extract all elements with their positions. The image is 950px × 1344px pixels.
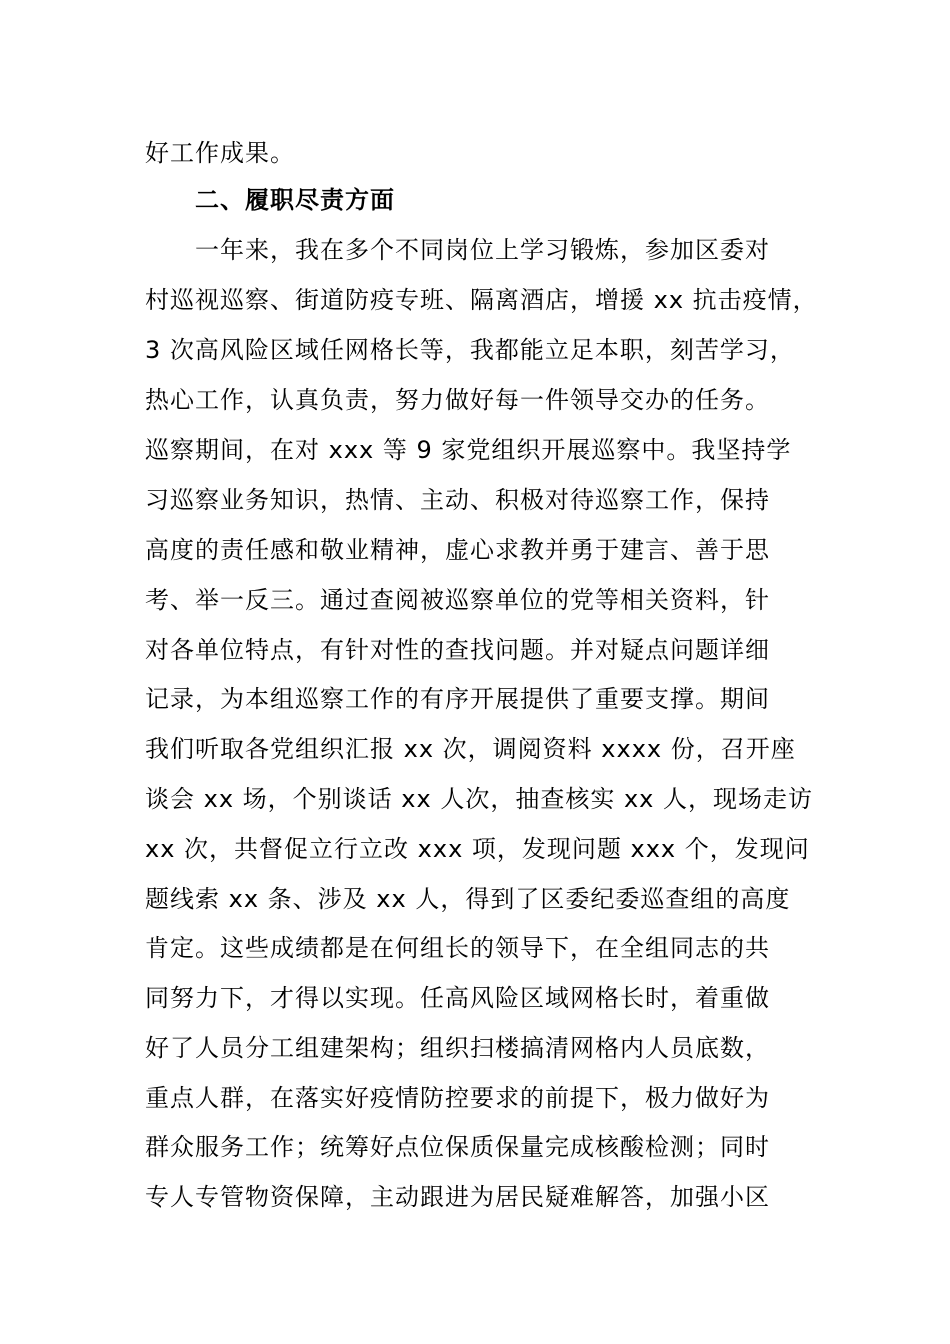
paragraph-line: 热心工作，认真负责，努力做好每一件领导交办的任务。 — [145, 386, 770, 414]
paragraph-line: 巡察期间，在对 xxx 等 9 家党组织开展巡察中。我坚持学 — [145, 436, 792, 464]
paragraph-line: 肯定。这些成绩都是在何组长的领导下，在全组同志的共 — [145, 934, 770, 962]
continuation-line: 好工作成果。 — [145, 139, 295, 167]
paragraph-line: 记录，为本组巡察工作的有序开展提供了重要支撑。期间 — [145, 685, 770, 713]
paragraph-line: 对各单位特点，有针对性的查找问题。并对疑点问题详细 — [145, 636, 770, 664]
paragraph-line: xx 次，共督促立行立改 xxx 项，发现问题 xxx 个，发现问 — [145, 835, 810, 863]
paragraph-line: 好了人员分工组建架构；组织扫楼搞清网格内人员底数， — [145, 1034, 770, 1062]
paragraph-line: 高度的责任感和敬业精神，虚心求教并勇于建言、善于思 — [145, 536, 770, 564]
paragraph-line: 题线索 xx 条、涉及 xx 人，得到了区委纪委巡查组的高度 — [145, 885, 791, 913]
paragraph-line: 考、举一反三。通过查阅被巡察单位的党等相关资料，针 — [145, 586, 770, 614]
paragraph-line: 一年来，我在多个不同岗位上学习锻炼，参加区委对 — [195, 236, 770, 264]
paragraph-line: 群众服务工作；统筹好点位保质保量完成核酸检测；同时 — [145, 1133, 770, 1161]
paragraph-line: 同努力下，才得以实现。任高风险区域网格长时，着重做 — [145, 984, 770, 1012]
section-heading: 二、履职尽责方面 — [195, 186, 395, 214]
paragraph-line: 谈会 xx 场，个别谈话 xx 人次，抽查核实 xx 人，现场走访 — [145, 785, 813, 813]
paragraph-line: 重点人群，在落实好疫情防控要求的前提下，极力做好为 — [145, 1084, 770, 1112]
paragraph-line: 我们听取各党组织汇报 xx 次，调阅资料 xxxx 份，召开座 — [145, 735, 796, 763]
paragraph-line: 村巡视巡察、街道防疫专班、隔离酒店，增援 xx 抗击疫情， — [145, 286, 818, 314]
paragraph-line: 专人专管物资保障，主动跟进为居民疑难解答，加强小区 — [145, 1183, 770, 1211]
paragraph-line: 习巡察业务知识，热情、主动、积极对待巡察工作，保持 — [145, 486, 770, 514]
paragraph-line: 3 次高风险区域任网格长等，我都能立足本职，刻苦学习， — [145, 336, 795, 364]
